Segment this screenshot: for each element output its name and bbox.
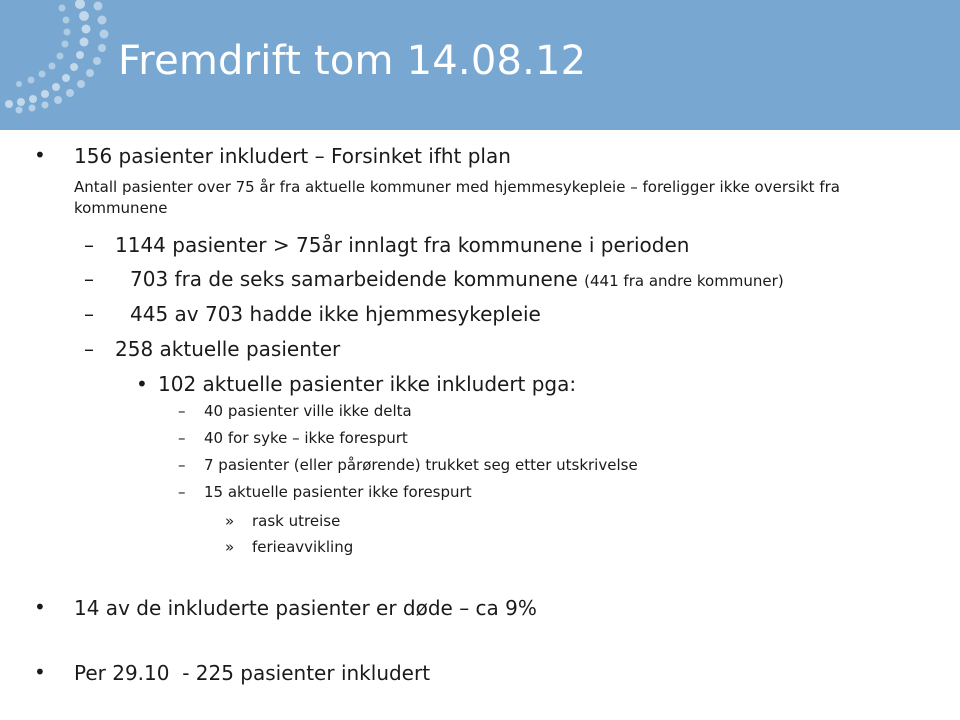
list-item bbox=[34, 143, 511, 168]
item-text: 156 pasienter inkludert – Forsinket ifht plan bbox=[74, 144, 511, 168]
dash-marker: – bbox=[84, 233, 94, 257]
item-text: 102 aktuelle pasienter ikke inkludert pga: bbox=[158, 372, 577, 396]
title-bar bbox=[0, 0, 960, 130]
item-text: Per 29.10 - 225 pasienter inkludert bbox=[74, 661, 431, 685]
reason-item bbox=[178, 456, 638, 474]
dash-marker: – bbox=[178, 456, 186, 474]
reason-item bbox=[178, 402, 412, 420]
item-text: 1144 pasienter > 75år innlagt fra kommunene i perioden bbox=[115, 233, 690, 257]
dash-marker: – bbox=[84, 267, 94, 291]
item-text: 40 pasienter ville ikke delta bbox=[204, 402, 412, 420]
note-text: Antall pasienter over 75 år fra aktuelle kommuner med hjemmesykepleie – foreligger ikke oversikt fra kommunene bbox=[74, 178, 840, 217]
slide-title: Fremdrift tom 14.08.12 bbox=[118, 38, 587, 84]
list-item bbox=[84, 233, 690, 257]
dash-marker: – bbox=[178, 429, 186, 447]
dash-marker: – bbox=[84, 302, 94, 326]
dash-marker: – bbox=[178, 402, 186, 420]
subreason-item bbox=[225, 512, 341, 530]
item-text: rask utreise bbox=[252, 512, 341, 530]
bullet-marker: • bbox=[34, 595, 46, 619]
list-item bbox=[34, 660, 431, 685]
item-text: 703 fra de seks samarbeidende kommunene bbox=[130, 267, 578, 291]
item-note: (441 fra andre kommuner) bbox=[584, 272, 784, 290]
raquo-marker: » bbox=[225, 512, 235, 530]
list-item bbox=[84, 267, 784, 291]
item-text: 15 aktuelle pasienter ikke forespurt bbox=[204, 483, 472, 501]
slide-body bbox=[0, 130, 960, 720]
item-text: 445 av 703 hadde ikke hjemmesykepleie bbox=[130, 302, 541, 326]
reason-item bbox=[178, 483, 472, 501]
list-item bbox=[84, 302, 541, 326]
bullet-marker: • bbox=[136, 372, 148, 396]
item-text: 14 av de inkluderte pasienter er døde – ca 9% bbox=[74, 596, 537, 620]
decorative-dots-logo bbox=[0, 0, 130, 130]
bullet-marker: • bbox=[34, 143, 46, 167]
raquo-marker: » bbox=[225, 538, 235, 556]
item-text: ferieavvikling bbox=[252, 538, 354, 556]
list-item bbox=[136, 372, 577, 396]
dash-marker: – bbox=[84, 337, 94, 361]
item-text: 7 pasienter (eller pårørende) trukket seg etter utskrivelse bbox=[204, 456, 638, 474]
list-item bbox=[34, 595, 537, 620]
bullet-marker: • bbox=[34, 660, 46, 684]
list-item bbox=[84, 337, 341, 361]
reason-item bbox=[178, 429, 408, 447]
dash-marker: – bbox=[178, 483, 186, 501]
subreason-item bbox=[225, 538, 354, 556]
item-text: 258 aktuelle pasienter bbox=[115, 337, 341, 361]
item-text: 40 for syke – ikke forespurt bbox=[204, 429, 408, 447]
